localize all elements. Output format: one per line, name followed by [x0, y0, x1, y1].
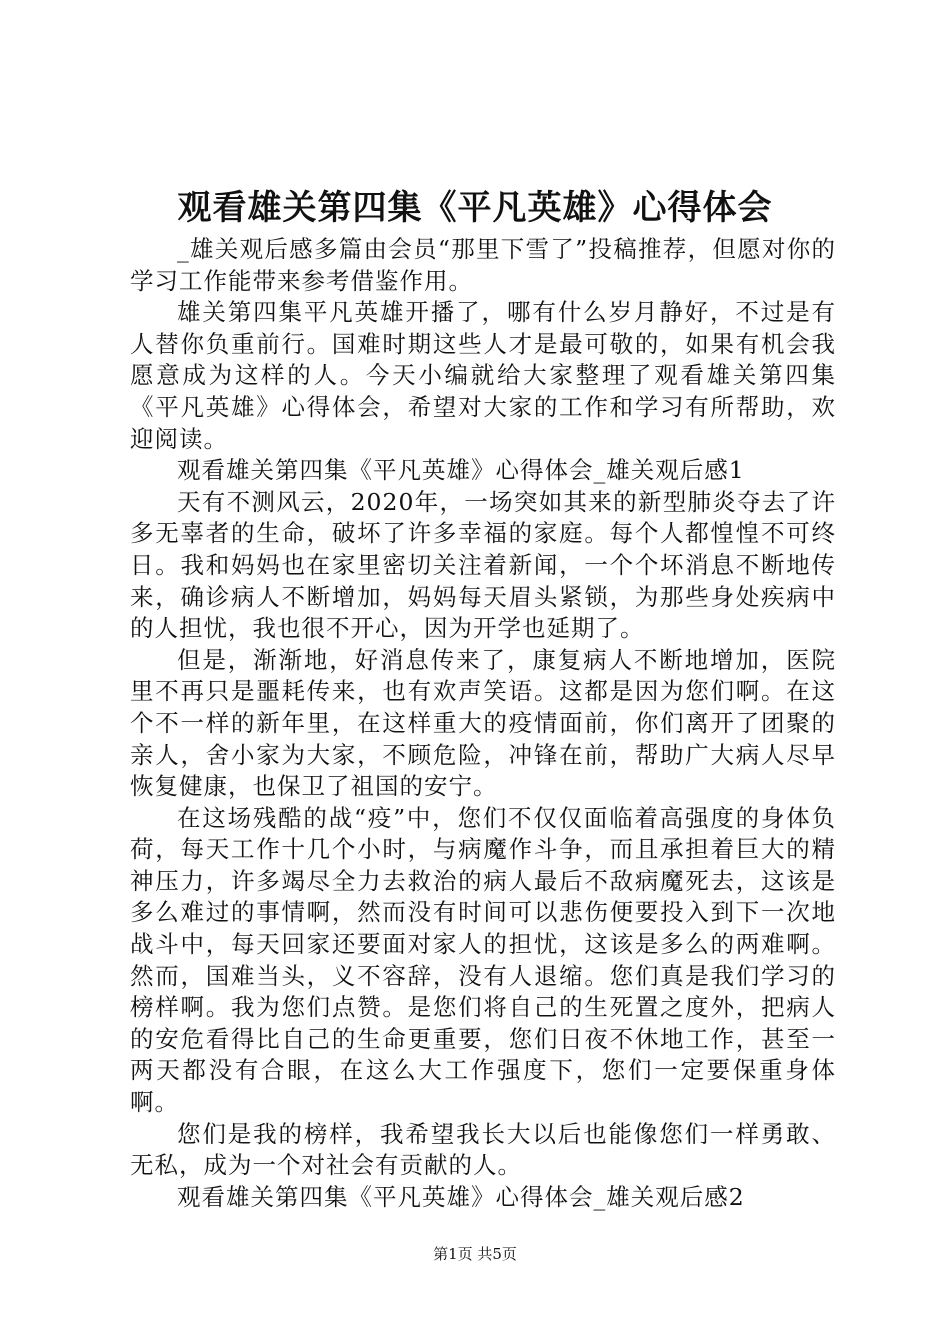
document-title: 观看雄关第四集《平凡英雄》心得体会 — [177, 188, 773, 228]
body-paragraph: 您们是我的榜样，我希望我长大以后也能像您们一样勇敢、无私，成为一个对社会有贡献的人。 — [130, 1119, 836, 1180]
document-body — [130, 234, 836, 1213]
body-paragraph: 在这场残酷的战“疫”中，您们不仅仅面临着高强度的身体负荷，每天工作十几个小时，与病魔作斗争，而且承担着巨大的精神压力，许多竭尽全力去救治的病人最后不敌病魔死去，这该是多么难过的事情啊，然而没有时间可以悲伤便要投入到下一次地战斗中，每天回家还要面对家人的担忧，这该是多么的两难啊。然而，国难当头，义不容辞，没有人退缩。您们真是我们学习的榜样啊。我为您们点赞。是您们将自己的生死置之度外，把病人的安危看得比自己的生命更重要，您们日夜不休地工作，甚至一两天都没有合眼，在这么大工作强度下，您们一定要保重身体啊。 — [130, 803, 836, 1117]
body-paragraph: 天有不测风云，2020年，一场突如其来的新型肺炎夺去了许多无辜者的生命，破坏了许多幸福的家庭。每个人都惶惶不可终日。我和妈妈也在家里密切关注着新闻，一个个坏消息不断地传来，确诊病人不断增加，妈妈每天眉头紧锁，为那些身处疾病中的人担忧，我也很不开心，因为开学也延期了。 — [130, 487, 836, 643]
body-paragraph: 但是，渐渐地，好消息传来了，康复病人不断地增加，医院里不再只是噩耗传来，也有欢声笑语。这都是因为您们啊。在这个不一样的新年里，在这样重大的疫情面前，你们离开了团聚的亲人，舍小家为大家，不顾危险，冲锋在前，帮助广大病人尽早恢复健康，也保卫了祖国的安宁。 — [130, 645, 836, 801]
section-heading-1: 观看雄关第四集《平凡英雄》心得体会_雄关观后感1 — [177, 456, 745, 485]
page-footer: 第1页 共5页 — [433, 1245, 517, 1263]
section-heading-2: 观看雄关第四集《平凡英雄》心得体会_雄关观后感2 — [177, 1182, 745, 1211]
intro-paragraph: _雄关观后感多篇由会员“那里下雪了”投稿推荐，但愿对你的学习工作能带来参考借鉴作用。 — [130, 235, 836, 295]
summary-paragraph: 雄关第四集平凡英雄开播了，哪有什么岁月静好，不过是有人替你负重前行。国难时期这些人才是最可敬的，如果有机会我愿意成为这样的人。今天小编就给大家整理了观看雄关第四集《平凡英雄》心得体会，希望对大家的工作和学习有所帮助，欢迎阅读。 — [130, 298, 836, 453]
